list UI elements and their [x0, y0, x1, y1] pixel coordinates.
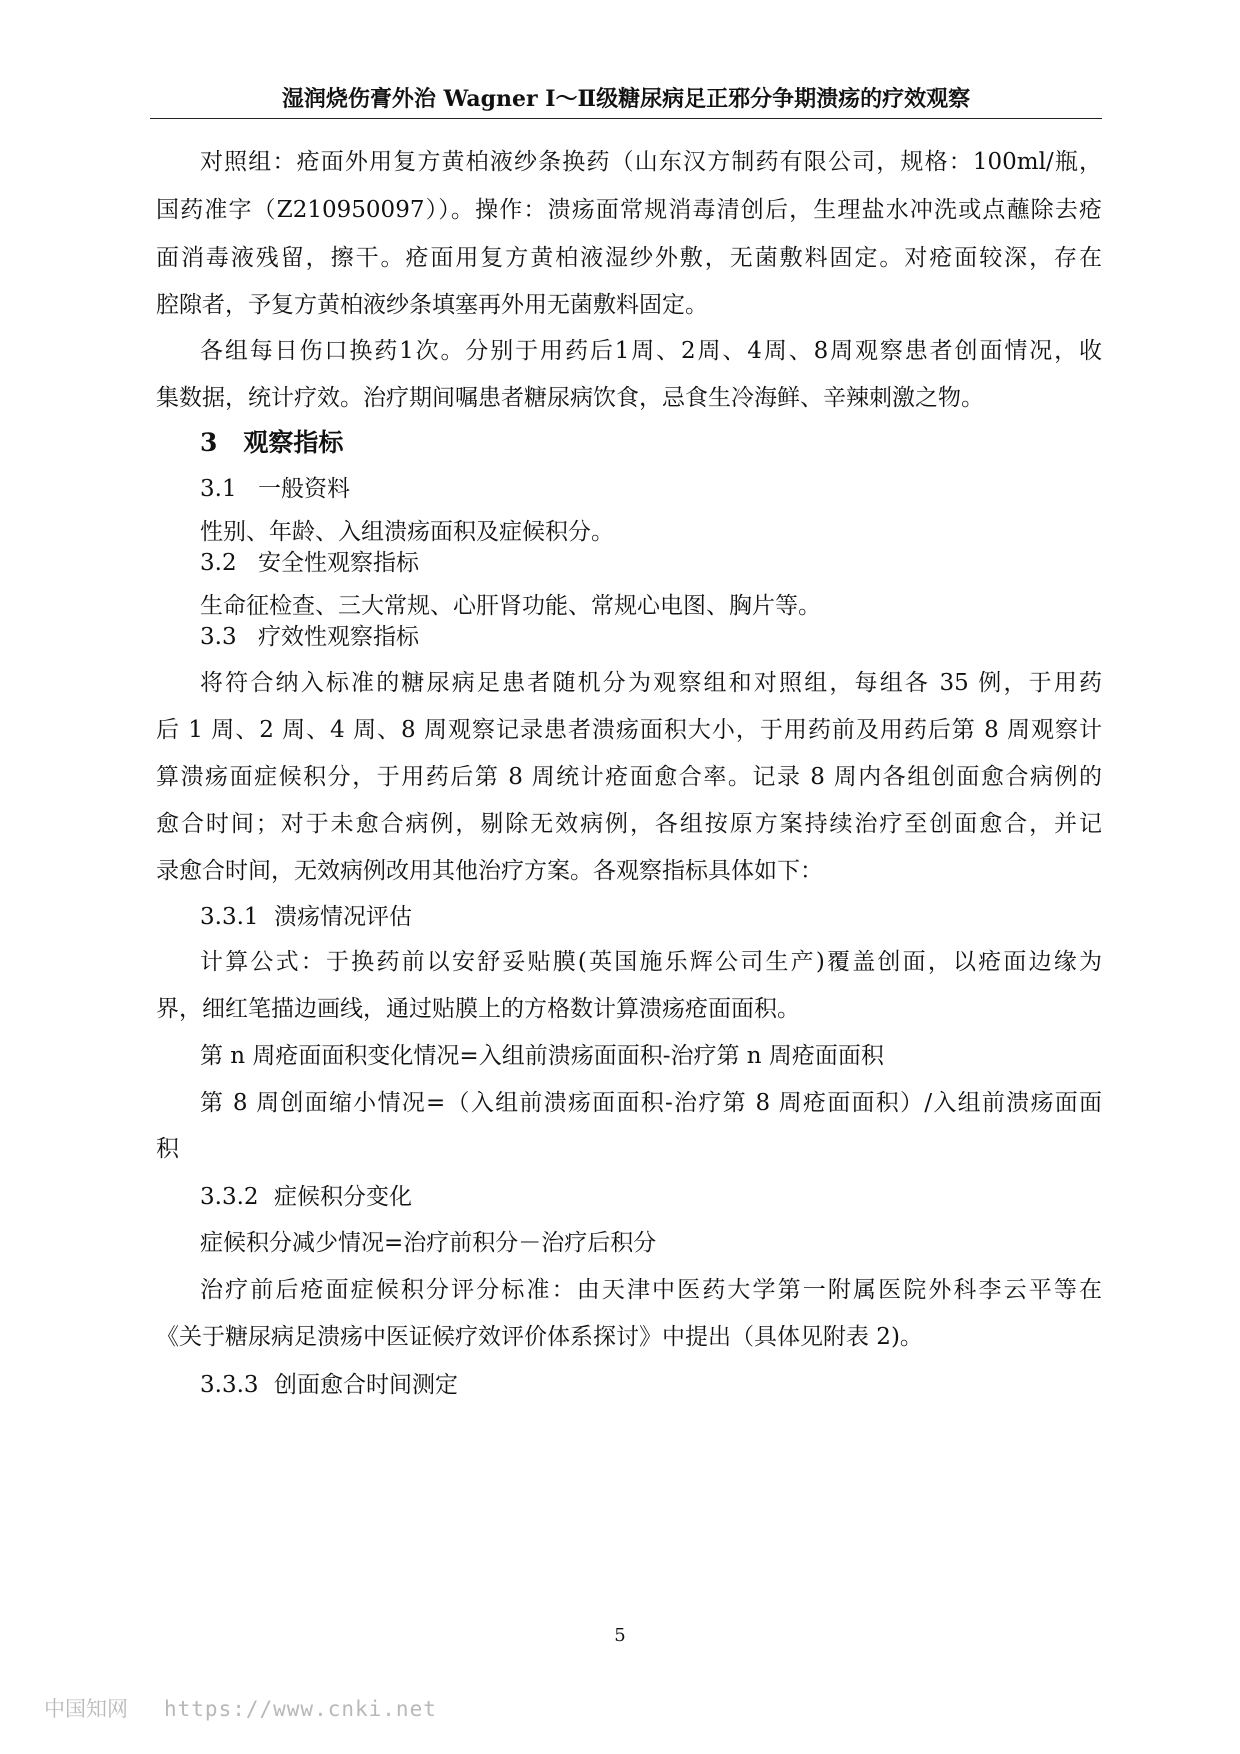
section-number: 3.3	[200, 624, 237, 650]
section-heading-3-3-3	[200, 1370, 458, 1400]
section-title: 疗效性观察指标	[258, 624, 419, 650]
section-title: 安全性观察指标	[258, 550, 419, 576]
paragraph-line: 《关于糖尿病足溃疡中医证候疗效评价体系探讨》中提出（具体见附表 2)。	[156, 1324, 923, 1350]
cnki-watermark	[44, 1693, 437, 1723]
section-title: 一般资料	[258, 476, 350, 502]
section-heading-3-3-2	[200, 1182, 412, 1212]
section-number: 3.1	[200, 476, 237, 502]
paragraph-line: 界，细红笔描边画线，通过贴膜上的方格数计算溃疡疮面面积。	[156, 996, 800, 1022]
header-rule	[150, 118, 1102, 119]
section-number: 3.2	[200, 550, 237, 576]
paragraph-line: 对照组：疮面外用复方黄柏液纱条换药（山东汉方制药有限公司，规格：100ml/瓶，	[200, 149, 1102, 175]
section-heading-3-3	[200, 622, 419, 652]
paragraph-line: 计算公式：于换药前以安舒妥贴膜(英国施乐辉公司生产)覆盖创面，以疮面边缘为	[200, 949, 1102, 975]
paragraph-line: 国药准字（Z210950097））。操作：溃疡面常规消毒清创后，生理盐水冲洗或点蘸除去疮	[156, 197, 1102, 223]
paragraph-line: 腔隙者，予复方黄柏液纱条填塞再外用无菌敷料固定。	[156, 292, 708, 318]
formula-line: 症候积分减少情况=治疗前积分－治疗后积分	[200, 1230, 657, 1256]
section-number: 3.3.1	[200, 904, 259, 930]
formula-line: 第 n 周疮面面积变化情况=入组前溃疡面面积-治疗第 n 周疮面面积	[200, 1043, 884, 1069]
section-number: 3.3.2	[200, 1184, 259, 1210]
section-title: 创面愈合时间测定	[274, 1372, 458, 1398]
paragraph-line: 各组每日伤口换药1次。分别于用药后1周、2周、4周、8周观察患者创面情况，收	[200, 338, 1102, 364]
paragraph-line: 集数据，统计疗效。治疗期间嘱患者糖尿病饮食，忌食生冷海鲜、辛辣刺激之物。	[156, 385, 984, 411]
section-title: 症候积分变化	[274, 1184, 412, 1210]
paragraph-line: 后 1 周、2 周、4 周、8 周观察记录患者溃疡面积大小，于用药前及用药后第 8 周观察计	[156, 717, 1102, 743]
section-title: 观察指标	[243, 428, 344, 457]
section-title: 溃疡情况评估	[274, 904, 412, 930]
paragraph-line: 治疗前后疮面症候积分评分标准：由天津中医药大学第一附属医院外科李云平等在	[200, 1277, 1102, 1303]
page-number: 5	[614, 1625, 626, 1646]
paragraph-line: 面消毒液残留，擦干。疮面用复方黄柏液湿纱外敷，无菌敷料固定。对疮面较深，存在	[156, 245, 1102, 271]
section-heading-3	[200, 428, 343, 458]
section-number: 3.3.3	[200, 1372, 259, 1398]
section-heading-3-1	[200, 474, 350, 504]
section-heading-3-2	[200, 548, 419, 578]
watermark-text: 中国知网	[44, 1697, 128, 1721]
paragraph-line: 录愈合时间，无效病例改用其他治疗方案。各观察指标具体如下：	[156, 858, 823, 884]
paragraph-line: 愈合时间；对于未愈合病例，剔除无效病例，各组按原方案持续治疗至创面愈合，并记	[156, 811, 1102, 837]
formula-line: 第 8 周创面缩小情况=（入组前溃疡面面积-治疗第 8 周疮面面积）/入组前溃疡面面	[200, 1090, 1102, 1116]
section-heading-3-3-1	[200, 902, 412, 932]
paragraph-line: 生命征检查、三大常规、心肝肾功能、常规心电图、胸片等。	[200, 593, 821, 619]
paragraph-line: 将符合纳入标准的糖尿病足患者随机分为观察组和对照组，每组各 35 例，于用药	[200, 670, 1102, 696]
paragraph-line: 性别、年龄、入组溃疡面积及症候积分。	[200, 519, 614, 545]
running-header-title: 湿润烧伤膏外治 Wagner Ⅰ～Ⅱ级糖尿病足正邪分争期溃疡的疗效观察	[281, 86, 971, 112]
watermark-url: https://www.cnki.net	[164, 1697, 437, 1721]
section-number: 3	[200, 428, 218, 457]
paragraph-line: 算溃疡面症候积分，于用药后第 8 周统计疮面愈合率。记录 8 周内各组创面愈合病例的	[156, 764, 1102, 790]
formula-line: 积	[156, 1136, 179, 1162]
